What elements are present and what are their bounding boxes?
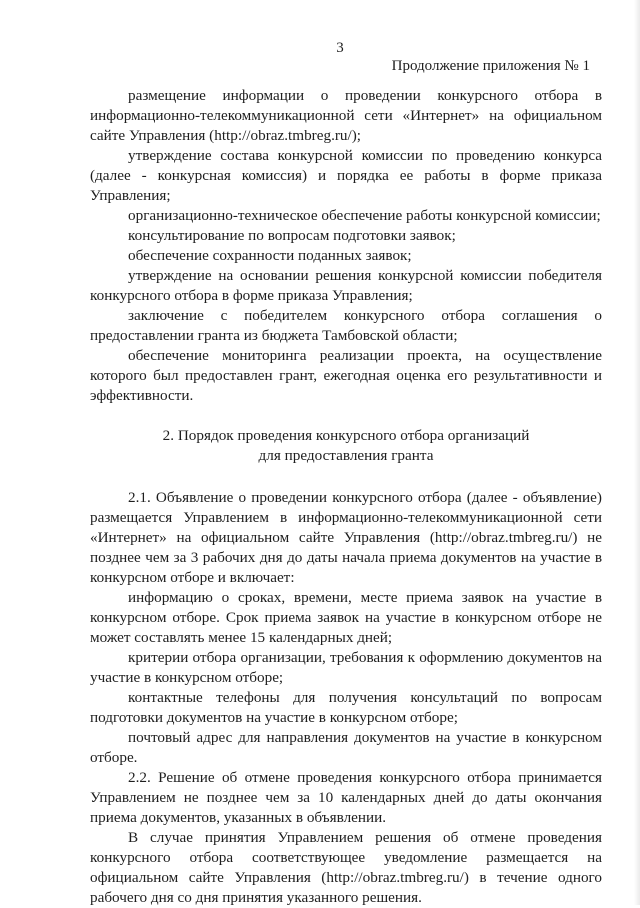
list-item: заключение с победителем конкурсного отбора соглашения о предоставлении гранта из бюджета Тамбовской области; bbox=[90, 307, 602, 344]
paragraph: В случае принятия Управлением решения об отмене проведения конкурсного отбора соответствующее уведомление размещается на официальном сайте Управления (http://obraz.tmbreg.ru/) в течение одного рабочего дня со дня принятия указанного решения. bbox=[90, 829, 602, 906]
section-heading-line: для предоставления гранта bbox=[258, 447, 434, 464]
appendix-note: Продолжение приложения № 1 bbox=[391, 58, 590, 74]
paragraph: информацию о сроках, времени, месте приема заявок на участие в конкурсном отборе. Срок приема заявок на участие в конкурсном отборе не может составлять менее 15 календарных дней; bbox=[90, 589, 602, 646]
list-item: утверждение состава конкурсной комиссии по проведению конкурса (далее - конкурсная комиссия) и порядка ее работы в форме приказа Управления; bbox=[90, 147, 602, 204]
page-number: 3 bbox=[336, 40, 344, 56]
list-item: консультирование по вопросам подготовки заявок; bbox=[128, 227, 456, 244]
paragraph: 2.1. Объявление о проведении конкурсного отбора (далее - объявление) размещается Управлением в информационно-телекоммуникационной сети «Интернет» на официальном сайте Управления (http://obraz.tmbreg.ru/) не позднее чем за 3 рабочих дня до даты начала приема документов на участие в конкурсном отборе и включает: bbox=[90, 489, 602, 586]
paragraph: критерии отбора организации, требования к оформлению документов на участие в конкурсном отборе; bbox=[90, 649, 602, 686]
list-item: организационно-техническое обеспечение работы конкурсной комиссии; bbox=[128, 207, 601, 224]
document-body bbox=[90, 86, 602, 908]
paragraph: почтовый адрес для направления документов на участие в конкурсном отборе. bbox=[90, 729, 602, 766]
paragraph: контактные телефоны для получения консультаций по вопросам подготовки документов на участие в конкурсном отборе; bbox=[90, 689, 602, 726]
list-item: обеспечение мониторинга реализации проекта, на осуществление которого был предоставлен грант, ежегодная оценка его результативности и эффективности. bbox=[90, 347, 602, 404]
paragraph: 2.2. Решение об отмене проведения конкурсного отбора принимается Управлением не позднее чем за 10 календарных дней до даты окончания приема документов, указанных в объявлении. bbox=[90, 769, 602, 826]
list-item: размещение информации о проведении конкурсного отбора в информационно-телекоммуникационной сети «Интернет» на официальном сайте Управления (http://obraz.tmbreg.ru/); bbox=[90, 87, 602, 144]
list-item: утверждение на основании решения конкурсной комиссии победителя конкурсного отбора в форме приказа Управления; bbox=[90, 267, 602, 304]
section-heading-line: 2. Порядок проведения конкурсного отбора организаций bbox=[162, 427, 530, 444]
list-item: обеспечение сохранности поданных заявок; bbox=[128, 247, 412, 264]
section-heading bbox=[90, 426, 602, 466]
scan-edge bbox=[634, 0, 640, 905]
